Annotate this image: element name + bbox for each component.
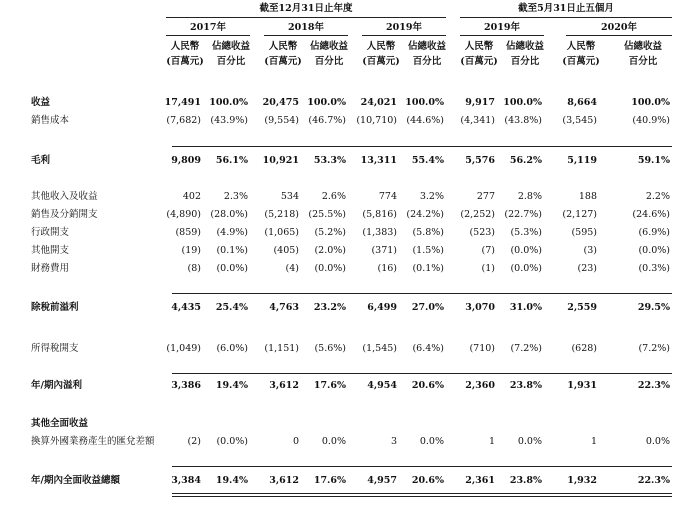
percent-cell: 100.0%: [405, 97, 444, 108]
col-pct-header: 佔總收益: [407, 41, 446, 52]
amount-cell: (19): [181, 245, 201, 256]
col-pct-header: 佔總收益: [623, 41, 662, 52]
percent-cell: 100.0%: [503, 97, 542, 108]
percent-cell: 19.4%: [215, 380, 248, 391]
percent-cell: 0.0%: [419, 436, 444, 447]
row-label: 其他開支: [31, 245, 70, 256]
amount-cell: (628): [571, 343, 597, 354]
amount-cell: 8,664: [567, 97, 597, 108]
percent-cell: 17.6%: [313, 475, 346, 486]
col-pct-header: 佔總收益: [309, 41, 348, 52]
amount-cell: 20,475: [262, 97, 299, 108]
amount-cell: 4,954: [367, 380, 397, 391]
col-rmb-header: 人民幣: [366, 41, 396, 52]
col-rmb-unit: (百萬元): [460, 56, 498, 67]
col-pct-unit: 百分比: [314, 56, 344, 67]
percent-cell: (24.6%): [632, 209, 670, 220]
percent-cell: 2.3%: [223, 191, 248, 202]
percent-cell: 3.2%: [419, 191, 444, 202]
amount-cell: (7,682): [166, 115, 201, 126]
percent-cell: (6.0%): [216, 343, 248, 354]
year-rule: [566, 35, 672, 36]
percent-cell: 23.8%: [509, 475, 542, 486]
amount-cell: 1,931: [567, 380, 597, 391]
percent-cell: 100.0%: [631, 97, 670, 108]
percent-cell: (7.2%): [510, 343, 542, 354]
percent-cell: 31.0%: [509, 302, 542, 313]
period-five-months-rule: [460, 17, 672, 18]
row-label: 銷售成本: [31, 115, 70, 126]
col-rmb-header: 人民幣: [170, 41, 200, 52]
amount-cell: 3,612: [269, 380, 299, 391]
percent-cell: 53.3%: [313, 155, 346, 166]
percent-cell: 23.8%: [509, 380, 542, 391]
amount-cell: (710): [469, 343, 495, 354]
percent-cell: 59.1%: [637, 155, 670, 166]
amount-cell: (2,127): [562, 209, 597, 220]
percent-cell: (0.1%): [412, 263, 444, 274]
row-label: 所得稅開支: [31, 343, 79, 354]
percent-cell: (6.4%): [412, 343, 444, 354]
row-label: 年/期內全面收益總額: [31, 475, 120, 486]
amount-cell: 9,917: [465, 97, 495, 108]
percent-cell: (5.2%): [314, 227, 346, 238]
col-pct-header: 佔總收益: [505, 41, 544, 52]
percent-cell: 2.8%: [517, 191, 542, 202]
row-label: 收益: [31, 97, 51, 108]
col-rmb-header: 人民幣: [464, 41, 494, 52]
amount-cell: 1: [488, 436, 495, 447]
amount-cell: (859): [175, 227, 201, 238]
row-label: 其他全面收益: [31, 418, 89, 429]
percent-cell: (0.0%): [314, 263, 346, 274]
row-label: 其他收入及收益: [31, 191, 98, 202]
amount-cell: 402: [182, 191, 201, 202]
percent-cell: 2.6%: [321, 191, 346, 202]
percent-cell: 0.0%: [517, 436, 542, 447]
col-pct-unit: 百分比: [628, 56, 658, 67]
amount-cell: 3,070: [465, 302, 495, 313]
amount-cell: (23): [577, 263, 597, 274]
percent-cell: (0.0%): [510, 245, 542, 256]
year-heading-2019-interim: 2019年: [484, 22, 520, 33]
col-rmb-unit: (百萬元): [362, 56, 400, 67]
row-label: 行政開支: [31, 227, 70, 238]
percent-cell: (5.8%): [412, 227, 444, 238]
amount-cell: 774: [378, 191, 397, 202]
col-pct-unit: 百分比: [216, 56, 246, 67]
row-label: 換算外國業務產生的匯兌差額: [31, 436, 155, 447]
period-full-year-heading: 截至12月31日止年度: [259, 3, 353, 14]
col-rmb-header: 人民幣: [566, 41, 596, 52]
percent-cell: 23.2%: [313, 302, 346, 313]
col-rmb-unit: (百萬元): [264, 56, 302, 67]
amount-cell: 10,921: [262, 155, 299, 166]
subtotal-rule: [172, 293, 672, 294]
amount-cell: 24,021: [360, 97, 397, 108]
year-rule: [166, 35, 250, 36]
amount-cell: (1): [481, 263, 495, 274]
amount-cell: 4,763: [269, 302, 299, 313]
amount-cell: 5,576: [465, 155, 495, 166]
amount-cell: 13,311: [360, 155, 397, 166]
percent-cell: 20.6%: [411, 475, 444, 486]
col-rmb-unit: (百萬元): [562, 56, 600, 67]
percent-cell: 29.5%: [637, 302, 670, 313]
row-label: 年/期內溢利: [31, 380, 82, 391]
percent-cell: 22.3%: [637, 475, 670, 486]
amount-cell: 3,384: [171, 475, 201, 486]
amount-cell: (523): [469, 227, 495, 238]
amount-cell: (4): [285, 263, 299, 274]
row-label: 財務費用: [31, 263, 70, 274]
amount-cell: (2): [187, 436, 201, 447]
percent-cell: 25.4%: [215, 302, 248, 313]
percent-cell: (2.0%): [314, 245, 346, 256]
percent-cell: (43.9%): [210, 115, 248, 126]
percent-cell: (25.5%): [308, 209, 346, 220]
subtotal-rule: [172, 373, 672, 374]
amount-cell: (5,218): [264, 209, 299, 220]
amount-cell: (2,252): [460, 209, 495, 220]
percent-cell: 2.2%: [645, 191, 670, 202]
percent-cell: (40.9%): [632, 115, 670, 126]
amount-cell: 0: [292, 436, 299, 447]
year-heading-2019: 2019年: [386, 22, 422, 33]
percent-cell: 27.0%: [411, 302, 444, 313]
amount-cell: (3,545): [562, 115, 597, 126]
amount-cell: 5,119: [567, 155, 597, 166]
amount-cell: (4,341): [460, 115, 495, 126]
amount-cell: 4,957: [367, 475, 397, 486]
percent-cell: (5.3%): [510, 227, 542, 238]
amount-cell: (10,710): [356, 115, 397, 126]
amount-cell: 277: [476, 191, 495, 202]
amount-cell: (9,554): [264, 115, 299, 126]
percent-cell: 56.1%: [215, 155, 248, 166]
amount-cell: (8): [187, 263, 201, 274]
amount-cell: (1,151): [264, 343, 299, 354]
percent-cell: (1.5%): [412, 245, 444, 256]
percent-cell: (28.0%): [210, 209, 248, 220]
percent-cell: (44.6%): [406, 115, 444, 126]
percent-cell: 0.0%: [645, 436, 670, 447]
amount-cell: 4,435: [171, 302, 201, 313]
percent-cell: (4.9%): [216, 227, 248, 238]
amount-cell: 2,361: [465, 475, 495, 486]
amount-cell: (3): [583, 245, 597, 256]
percent-cell: (43.8%): [504, 115, 542, 126]
percent-cell: (0.0%): [216, 263, 248, 274]
percent-cell: 55.4%: [411, 155, 444, 166]
percent-cell: (24.2%): [406, 209, 444, 220]
col-pct-unit: 百分比: [412, 56, 442, 67]
amount-cell: 3: [390, 436, 397, 447]
amount-cell: 188: [578, 191, 597, 202]
amount-cell: (16): [377, 263, 397, 274]
row-label: 除稅前溢利: [31, 302, 79, 313]
col-pct-unit: 百分比: [510, 56, 540, 67]
amount-cell: 3,612: [269, 475, 299, 486]
amount-cell: (1,545): [362, 343, 397, 354]
amount-cell: (405): [273, 245, 299, 256]
amount-cell: 3,386: [171, 380, 201, 391]
year-heading-2018: 2018年: [288, 22, 324, 33]
amount-cell: (5,816): [362, 209, 397, 220]
amount-cell: (1,065): [264, 227, 299, 238]
col-rmb-unit: (百萬元): [166, 56, 204, 67]
amount-cell: (371): [371, 245, 397, 256]
amount-cell: 6,499: [367, 302, 397, 313]
amount-cell: (7): [481, 245, 495, 256]
amount-cell: (1,049): [166, 343, 201, 354]
period-full-year-rule: [166, 17, 446, 18]
percent-cell: (0.1%): [216, 245, 248, 256]
total-double-rule: [172, 493, 672, 497]
percent-cell: (6.9%): [638, 227, 670, 238]
percent-cell: (46.7%): [308, 115, 346, 126]
year-rule: [460, 35, 544, 36]
amount-cell: 2,559: [567, 302, 597, 313]
period-five-months-heading: 截至5月31日止五個月: [518, 3, 614, 14]
percent-cell: 100.0%: [209, 97, 248, 108]
percent-cell: (0.0%): [638, 245, 670, 256]
percent-cell: 17.6%: [313, 380, 346, 391]
percent-cell: (0.0%): [510, 263, 542, 274]
percent-cell: (5.6%): [314, 343, 346, 354]
percent-cell: (0.3%): [638, 263, 670, 274]
subtotal-rule: [172, 466, 672, 467]
amount-cell: 2,360: [465, 380, 495, 391]
year-rule: [264, 35, 348, 36]
row-label: 毛利: [31, 155, 51, 166]
percent-cell: 19.4%: [215, 475, 248, 486]
subtotal-rule: [172, 146, 672, 147]
year-heading-2020-interim: 2020年: [601, 22, 637, 33]
amount-cell: (595): [571, 227, 597, 238]
row-label: 銷售及分銷開支: [31, 209, 98, 220]
percent-cell: 56.2%: [509, 155, 542, 166]
amount-cell: 1,932: [567, 475, 597, 486]
col-pct-header: 佔總收益: [211, 41, 250, 52]
percent-cell: (0.0%): [216, 436, 248, 447]
percent-cell: (22.7%): [504, 209, 542, 220]
percent-cell: (7.2%): [638, 343, 670, 354]
percent-cell: 22.3%: [637, 380, 670, 391]
year-heading-2017: 2017年: [190, 22, 226, 33]
amount-cell: 17,491: [164, 97, 201, 108]
year-rule: [362, 35, 446, 36]
percent-cell: 100.0%: [307, 97, 346, 108]
amount-cell: (1,383): [362, 227, 397, 238]
amount-cell: 9,809: [171, 155, 201, 166]
percent-cell: 20.6%: [411, 380, 444, 391]
amount-cell: 1: [590, 436, 597, 447]
amount-cell: 534: [280, 191, 299, 202]
amount-cell: (4,890): [166, 209, 201, 220]
percent-cell: 0.0%: [321, 436, 346, 447]
col-rmb-header: 人民幣: [268, 41, 298, 52]
